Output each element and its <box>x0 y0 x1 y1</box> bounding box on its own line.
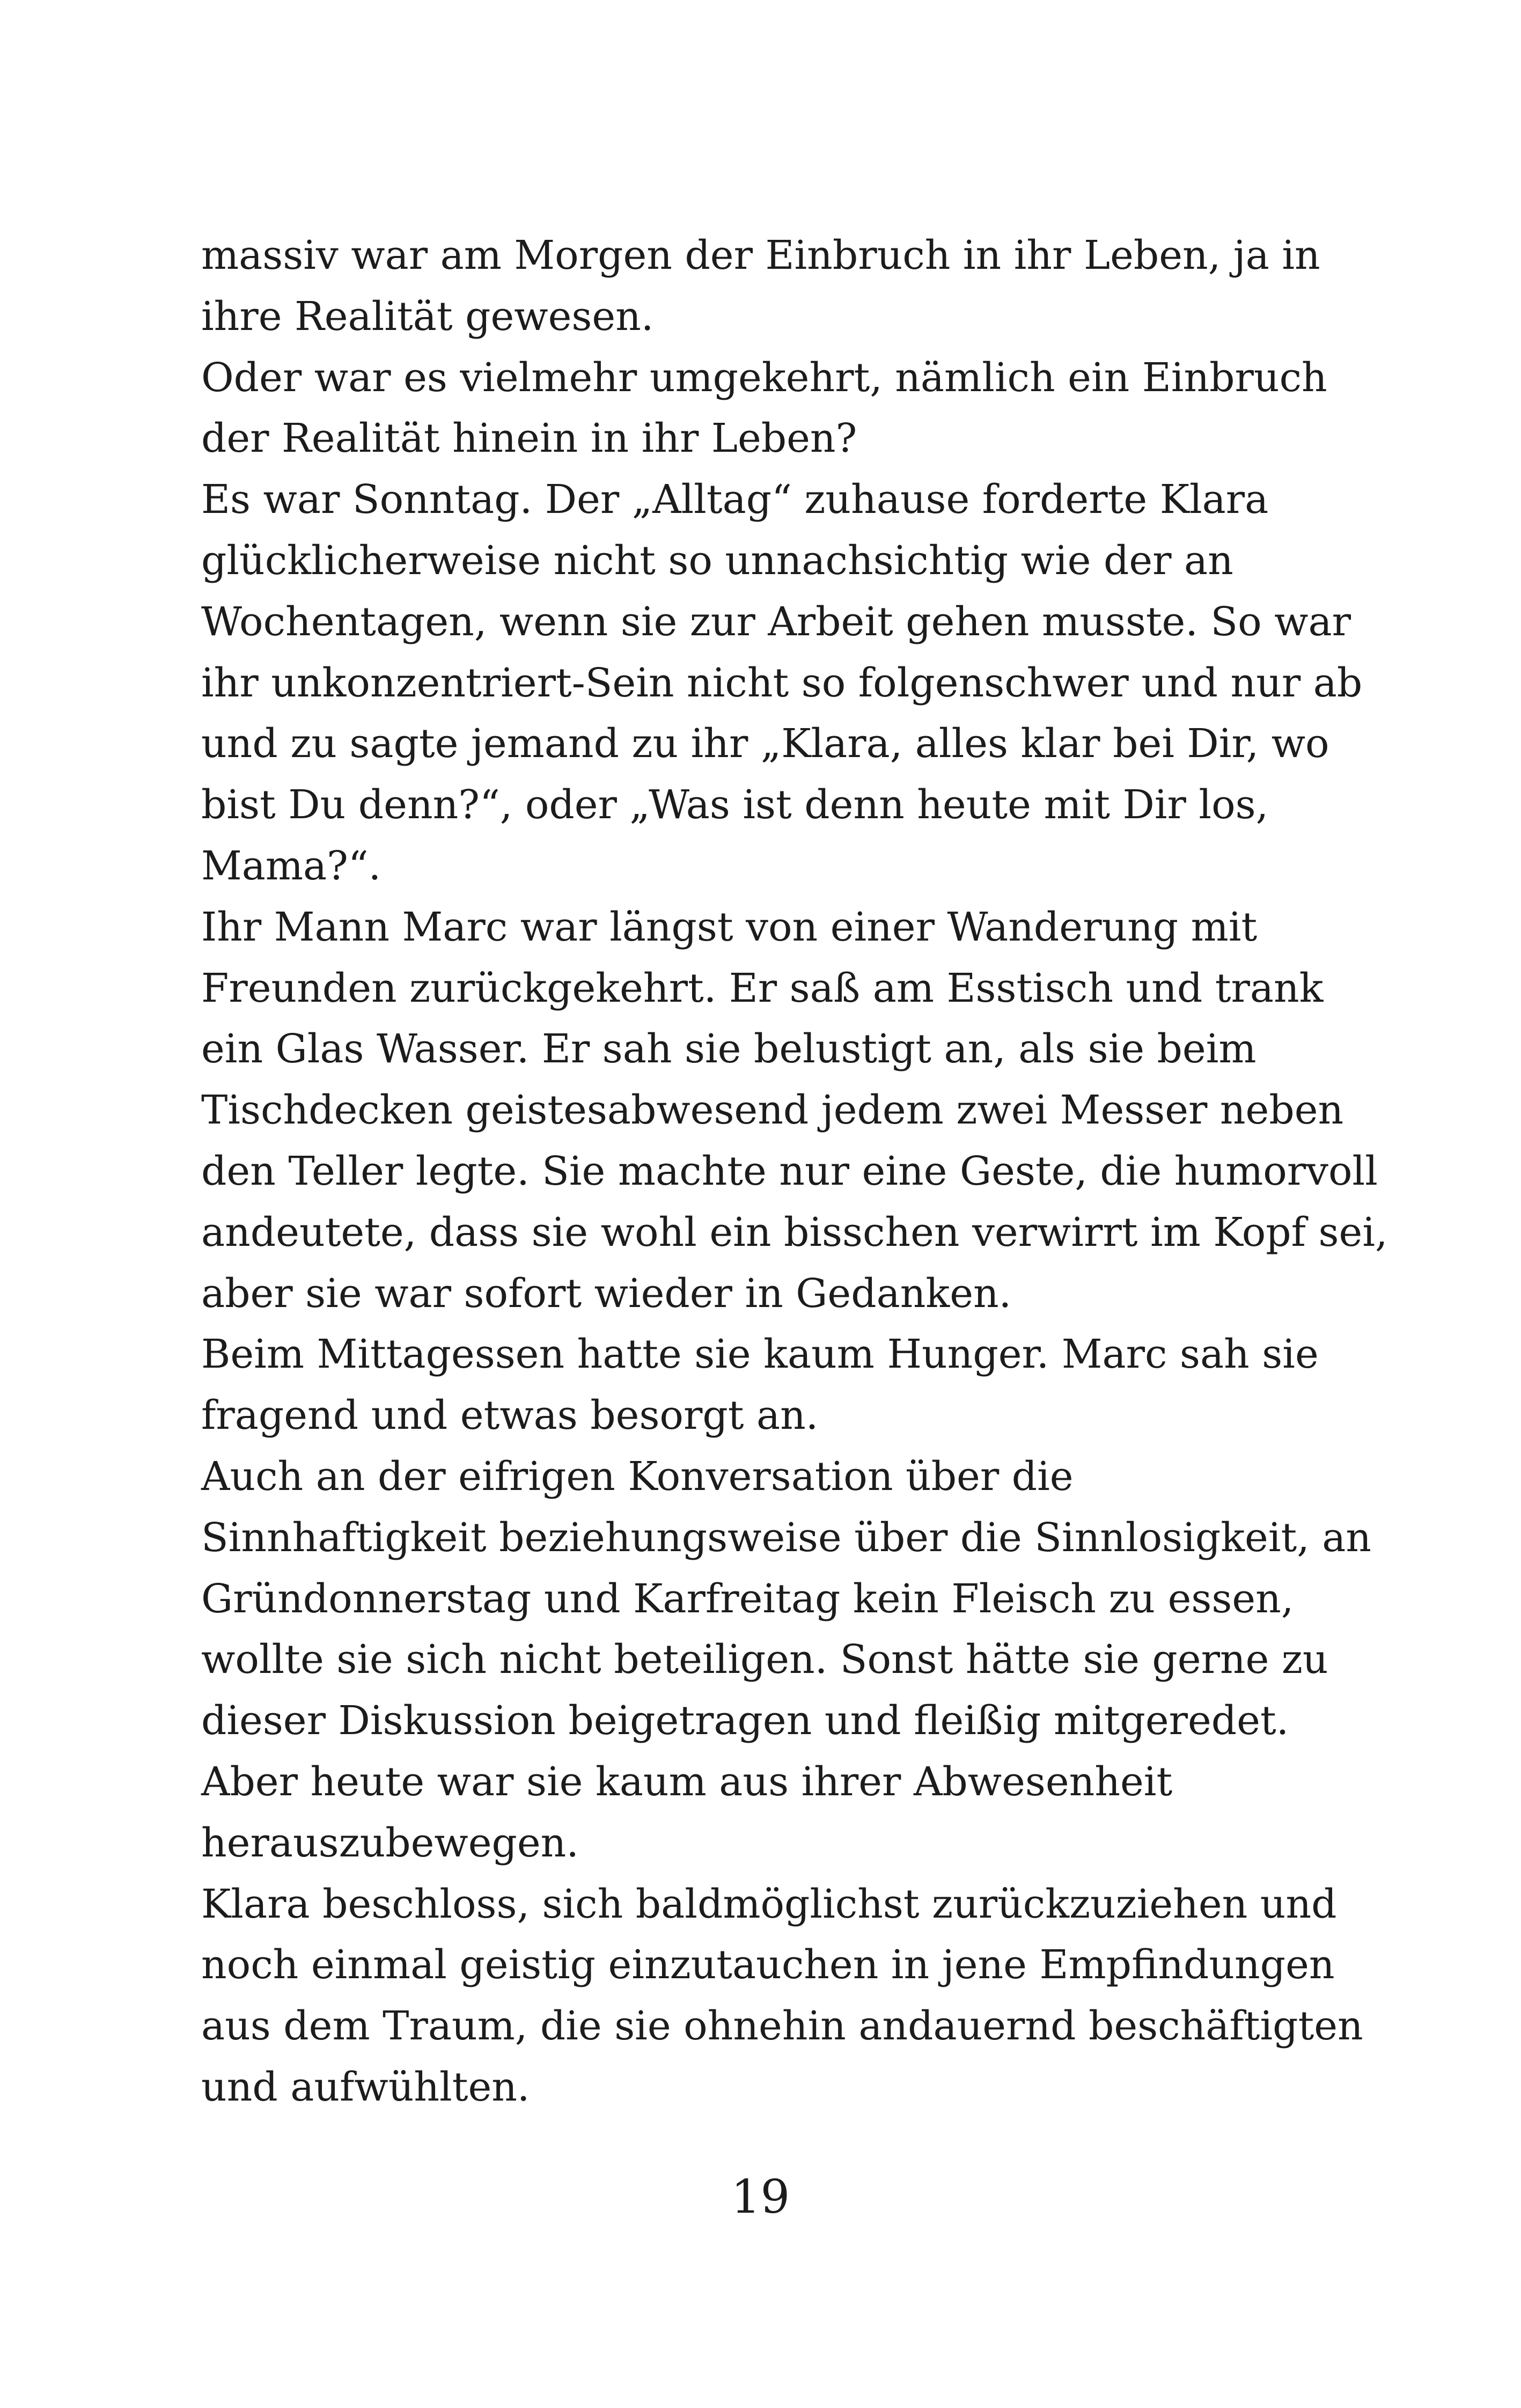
text-line: fragend und etwas besorgt an. <box>201 1392 819 1439</box>
text-line: und zu sagte jemand zu ihr „Klara, alles klar bei Dir, wo <box>201 721 1329 767</box>
text-line: Auch an der eifrigen Konversation über die <box>201 1453 1074 1500</box>
text-line: Oder war es vielmehr umgekehrt, nämlich ein Einbruch <box>201 354 1327 401</box>
text-line: herauszubewegen. <box>201 1819 579 1866</box>
text-line: glücklicherweise nicht so unnachsichtig wie der an <box>201 537 1233 584</box>
text-line: ihr unkonzentriert-Sein nicht so folgenschwer und nur ab <box>201 659 1363 706</box>
text-line: massiv war am Morgen der Einbruch in ihr Leben, ja in <box>201 232 1320 278</box>
text-line: und aufwühlten. <box>201 2064 530 2110</box>
body-text <box>201 225 1388 2118</box>
page-number: 19 <box>731 2170 790 2224</box>
text-line: Freunden zurückgekehrt. Er saß am Esstisch und trank <box>201 965 1324 1011</box>
text-line: aus dem Traum, die sie ohnehin andauernd beschäftigten <box>201 2003 1363 2050</box>
text-line: dieser Diskussion beigetragen und fleißig mitgeredet. <box>201 1698 1289 1744</box>
text-line: Aber heute war sie kaum aus ihrer Abwesenheit <box>201 1758 1173 1805</box>
text-line: ihre Realität gewesen. <box>201 293 654 340</box>
text-line: Tischdecken geistesabwesend jedem zwei Messer neben <box>201 1087 1344 1134</box>
text-line: Gründonnerstag und Karfreitag kein Fleisch zu essen, <box>201 1575 1294 1622</box>
text-line: noch einmal geistig einzutauchen in jene Empfindungen <box>201 1942 1335 1988</box>
text-line: Sinnhaftigkeit beziehungsweise über die Sinnlosigkeit, an <box>201 1514 1372 1561</box>
text-line: bist Du denn?“, oder „Was ist denn heute mit Dir los, <box>201 782 1269 828</box>
text-line: wollte sie sich nicht beteiligen. Sonst hätte sie gerne zu <box>201 1636 1328 1683</box>
text-line: der Realität hinein in ihr Leben? <box>201 415 857 462</box>
text-line: Beim Mittagessen hatte sie kaum Hunger. Marc sah sie <box>201 1331 1319 1378</box>
text-line: Klara beschloss, sich baldmöglichst zurückzuziehen und <box>201 1881 1337 1927</box>
text-line: ein Glas Wasser. Er sah sie belustigt an, als sie beim <box>201 1026 1257 1073</box>
text-line: aber sie war sofort wieder in Gedanken. <box>201 1270 1012 1317</box>
text-line: den Teller legte. Sie machte nur eine Geste, die humorvoll <box>201 1148 1378 1194</box>
text-line: Es war Sonntag. Der „Alltag“ zuhause forderte Klara <box>201 476 1269 523</box>
text-line: Wochentagen, wenn sie zur Arbeit gehen musste. So war <box>201 598 1351 645</box>
text-line: Ihr Mann Marc war längst von einer Wanderung mit <box>201 904 1258 950</box>
text-line: Mama?“. <box>201 842 381 889</box>
text-line: andeutete, dass sie wohl ein bisschen verwirrt im Kopf sei, <box>201 1209 1388 1256</box>
